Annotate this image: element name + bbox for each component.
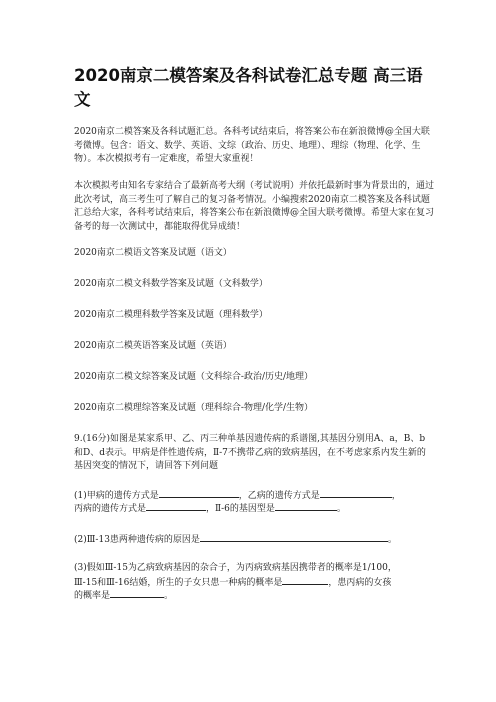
question-text: (1)甲病的遗传方式是 (74, 491, 159, 501)
question-9-part-3-line-1 (74, 562, 434, 575)
page-title: 2020南京二模答案及各科试卷汇总专题 高三语文 (74, 66, 423, 109)
question-text: 丙病的遗传方式是 (74, 504, 147, 514)
link-item[interactable]: 2020南京二模英语答案及试题（英语） (74, 341, 232, 351)
question-text: (2)Ⅲ-13患两种遗传病的原因是 (74, 535, 200, 545)
answer-blank (320, 488, 392, 498)
answer-blank (146, 501, 206, 511)
question-text: ，乙病的遗传方式是 (238, 491, 320, 501)
answer-blank (110, 588, 164, 598)
question-text: 。 (387, 535, 397, 545)
link-item[interactable]: 2020南京二模理科数学答案及试题（理科数学） (74, 310, 268, 320)
question-text: (3)假如Ⅲ-15为乙病致病基因的杂合子，为丙病致病基因携带者的概率是1/100， (74, 563, 397, 573)
link-item[interactable]: 2020南京二模理综答案及试题（理科综合-物理/化学/生物） (74, 403, 314, 413)
question-text: Ⅲ-15和Ⅲ-16结婚，所生的子女只患一种病的概率是 (74, 578, 283, 588)
intro-paragraph-2: 本次模拟考由知名专家结合了最新高考大纲（考试说明）并依托最新时事为背景出的，通过此次考试，高三考生可了解自己的复习备考情况。小编搜索2020南京二模答案及各科试题汇总给大家，各科考试结束后，将答案公布在新浪微博@全国大联考微博。希望大家在复习备考的每一次测试中，都能取得优异成绩！ (74, 181, 435, 232)
question-9-part-1-line-2 (74, 501, 434, 516)
answer-blank (159, 488, 239, 498)
answer-blank (200, 532, 388, 542)
question-9-part-3-line-3 (74, 588, 434, 603)
question-9-part-2 (74, 532, 434, 547)
link-item[interactable]: 2020南京二模文科数学答案及试题（文科数学） (74, 279, 268, 289)
question-9-stem: 9.(16分)如图是某家系甲、乙、丙三种单基因遗传病的系谱图,其基因分别用A、a，B、b和D、d表示。甲病是伴性遗传病，Ⅱ-7不携带乙病的致病基因，在不考虑家系内发生新的基因突变的情况下，请回答下列问题 (74, 434, 426, 471)
link-item[interactable]: 2020南京二模语文答案及试题（语文） (74, 248, 232, 258)
intro-paragraph: 2020南京二模答案及各科试题汇总。各科考试结束后，将答案公布在新浪微博@全国大联考微博。包含：语文、数学、英语、文综（政治、历史、地理）、理综（物理、化学、生物）。本次模拟考有一定难度，希望大家重视！ (74, 127, 430, 164)
link-item[interactable]: 2020南京二模文综答案及试题（文科综合-政治/历史/地理） (74, 372, 314, 382)
question-text: 的概率是 (74, 591, 111, 601)
question-text: ，患丙病的女孩 (328, 578, 392, 588)
answer-blank (282, 575, 328, 585)
question-text: ，Ⅱ-6的基因型是 (206, 504, 275, 514)
question-text: 。 (164, 591, 174, 601)
answer-blank (275, 501, 337, 511)
question-text: 。 (336, 504, 346, 514)
question-text: ， (391, 491, 401, 501)
